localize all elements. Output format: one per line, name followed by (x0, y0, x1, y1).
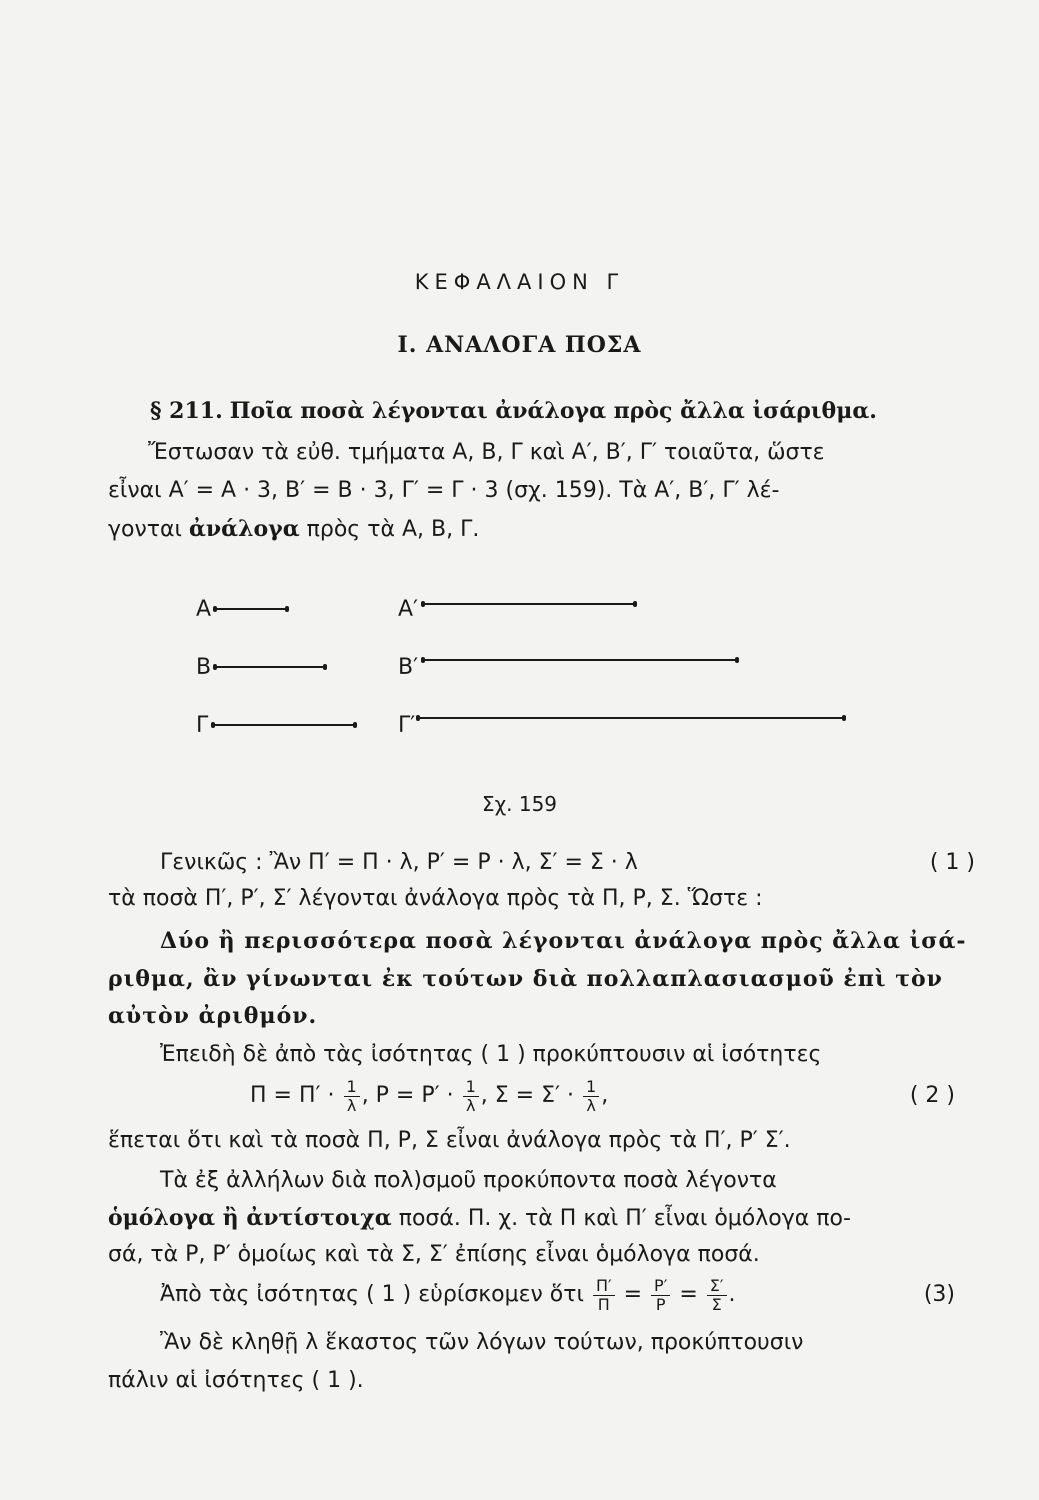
eq2-pi: Π = Π′ · (250, 1083, 335, 1108)
fraction-1-num: 1 (344, 1078, 360, 1097)
ratios-prefix: Ἀπὸ τὰς ἰσότητας ( 1 ) εὑρίσκομεν ὅτι (160, 1282, 584, 1307)
equation-number-3: (3) (923, 1282, 955, 1307)
figure-caption: Σχ. 159 (481, 792, 558, 816)
definition-line-1: Δύο ἢ περισσότερα ποσὰ λέγονται ἀνάλογα πρὸς ἄλλα ἰσά- (160, 928, 967, 954)
homologous-line-2 (108, 1205, 953, 1231)
general-line-1 (160, 850, 975, 875)
label-Gamma-prime: Γ′ (398, 713, 416, 738)
ratio-fraction-3 (707, 1277, 727, 1314)
fraction-3-num: 1 (583, 1078, 599, 1097)
segment-Gamma (213, 724, 355, 726)
definition-line-3: αὐτὸν ἀριθμόν. (108, 1003, 318, 1029)
ratio-1-num: Π′ (593, 1277, 615, 1296)
segment-A-prime (423, 603, 635, 605)
section-title: Ι. ΑΝΑΛΟΓΑ ΠΟΣΑ (397, 332, 642, 358)
label-Gamma: Γ (196, 713, 209, 738)
homologous-line-2-end: ποσά. Π. χ. τὰ Π καὶ Π′ εἶναι ὁμόλογα πο- (391, 1206, 851, 1231)
segment-Gamma-prime (418, 717, 844, 719)
equation-number-1: ( 1 ) (929, 850, 975, 875)
fraction-2-den: λ (465, 1095, 476, 1115)
ratio-2-num: Ρ′ (651, 1277, 670, 1296)
paragraph-number: § 211. (150, 398, 223, 424)
fraction-2-num: 1 (463, 1078, 479, 1097)
ratio-2-den: Ρ (655, 1294, 666, 1314)
intro-line-3-start: γονται (108, 517, 189, 542)
eq2-sigma: , Σ = Σ′ · (480, 1083, 574, 1108)
equation-number-2: ( 2 ) (909, 1083, 955, 1108)
eq2-comma: , (601, 1083, 609, 1108)
fraction-3-den: λ (586, 1095, 596, 1115)
eq2-rho: , Ρ = Ρ′ · (361, 1083, 454, 1108)
label-B: Β (196, 655, 212, 680)
fraction-1 (344, 1078, 360, 1115)
ratio-fraction-2 (651, 1277, 670, 1314)
fraction-3 (583, 1078, 599, 1115)
homologous-bold: ὁμόλογα ἢ ἀντίστοιχα (108, 1205, 392, 1231)
general-equations: Γενικῶς : Ἂν Π′ = Π · λ, Ρ′ = Ρ · λ, Σ′ = Σ · λ (160, 850, 638, 875)
label-A: Α (196, 597, 212, 622)
closing-line-2: πάλιν αἱ ἰσότητες ( 1 ). (108, 1368, 364, 1393)
intro-line-2: εἶναι Α′ = Α · 3, Β′ = Β · 3, Γ′ = Γ · 3 (σχ. 159). Τὰ Α′, Β′, Γ′ λέ- (108, 478, 780, 503)
closing-line-1: Ἂν δὲ κληθῇ λ ἕκαστος τῶν λόγων τούτων, προκύπτουσιν (160, 1330, 804, 1355)
ratio-3-num: Σ′ (707, 1277, 727, 1296)
since-line-3: ἕπεται ὅτι καὶ τὰ ποσὰ Π, Ρ, Σ εἶναι ἀνάλογα πρὸς τὰ Π′, Ρ′ Σ′. (108, 1128, 791, 1153)
ratio-fraction-1 (593, 1277, 615, 1314)
paragraph-heading (150, 398, 995, 424)
definition-line-2: ριθμα, ἂν γίνωνται ἐκ τούτων διὰ πολλαπλασιασμοῦ ἐπὶ τὸν (108, 966, 943, 992)
homologous-line-3: σά, τὰ Ρ, Ρ′ ὁμοίως καὶ τὰ Σ, Σ′ ἐπίσης εἶναι ὁμόλογα ποσά. (108, 1242, 760, 1267)
general-line-2: τὰ ποσὰ Π′, Ρ′, Σ′ λέγονται ἀνάλογα πρὸς τὰ Π, Ρ, Σ. Ὥστε : (108, 886, 763, 911)
ratios-line: Ἀπὸ τὰς ἰσότητας ( 1 ) εὑρίσκομεν ὅτι $\frac{\Pi'}{\Pi}$ = $\frac{P'}{P}$ = $\frac{\Sigma'}{\Sigma}$ . (3) (160, 1272, 955, 1318)
intro-line-3-end: πρὸς τὰ Α, Β, Γ. (299, 517, 480, 542)
fraction-2 (463, 1078, 479, 1115)
segment-A (215, 608, 287, 610)
homologous-line-1: Τὰ ἐξ ἀλλήλων διὰ πολ)σμοῦ προκύποντα ποσὰ λέγοντα (160, 1168, 777, 1193)
since-line-1: Ἐπειδὴ δὲ ἀπὸ τὰς ἰσότητας ( 1 ) προκύπτουσιν αἱ ἰσότητες (160, 1042, 822, 1067)
intro-bold-word: ἀνάλογα (188, 516, 300, 542)
ratio-1-den: Π (597, 1294, 610, 1314)
paragraph-title: Ποῖα ποσὰ λέγονται ἀνάλογα πρὸς ἄλλα ἰσάριθμα. (229, 398, 877, 424)
label-A-prime: Α′ (398, 597, 419, 622)
segment-B-prime (423, 659, 737, 661)
segment-B (215, 666, 325, 668)
ratio-3-den: Σ (711, 1294, 722, 1314)
intro-line-1: Ἔστωσαν τὰ εὐθ. τμήματα Α, Β, Γ καὶ Α′, Β′, Γ′ τοιαῦτα, ὥστε (148, 440, 825, 465)
label-B-prime: Β′ (398, 655, 419, 680)
equation-2 (250, 1074, 955, 1118)
chapter-heading: ΚΕΦΑΛΑΙΟΝ Γ (414, 270, 625, 294)
fraction-1-den: λ (346, 1095, 357, 1115)
intro-line-3 (108, 516, 953, 542)
